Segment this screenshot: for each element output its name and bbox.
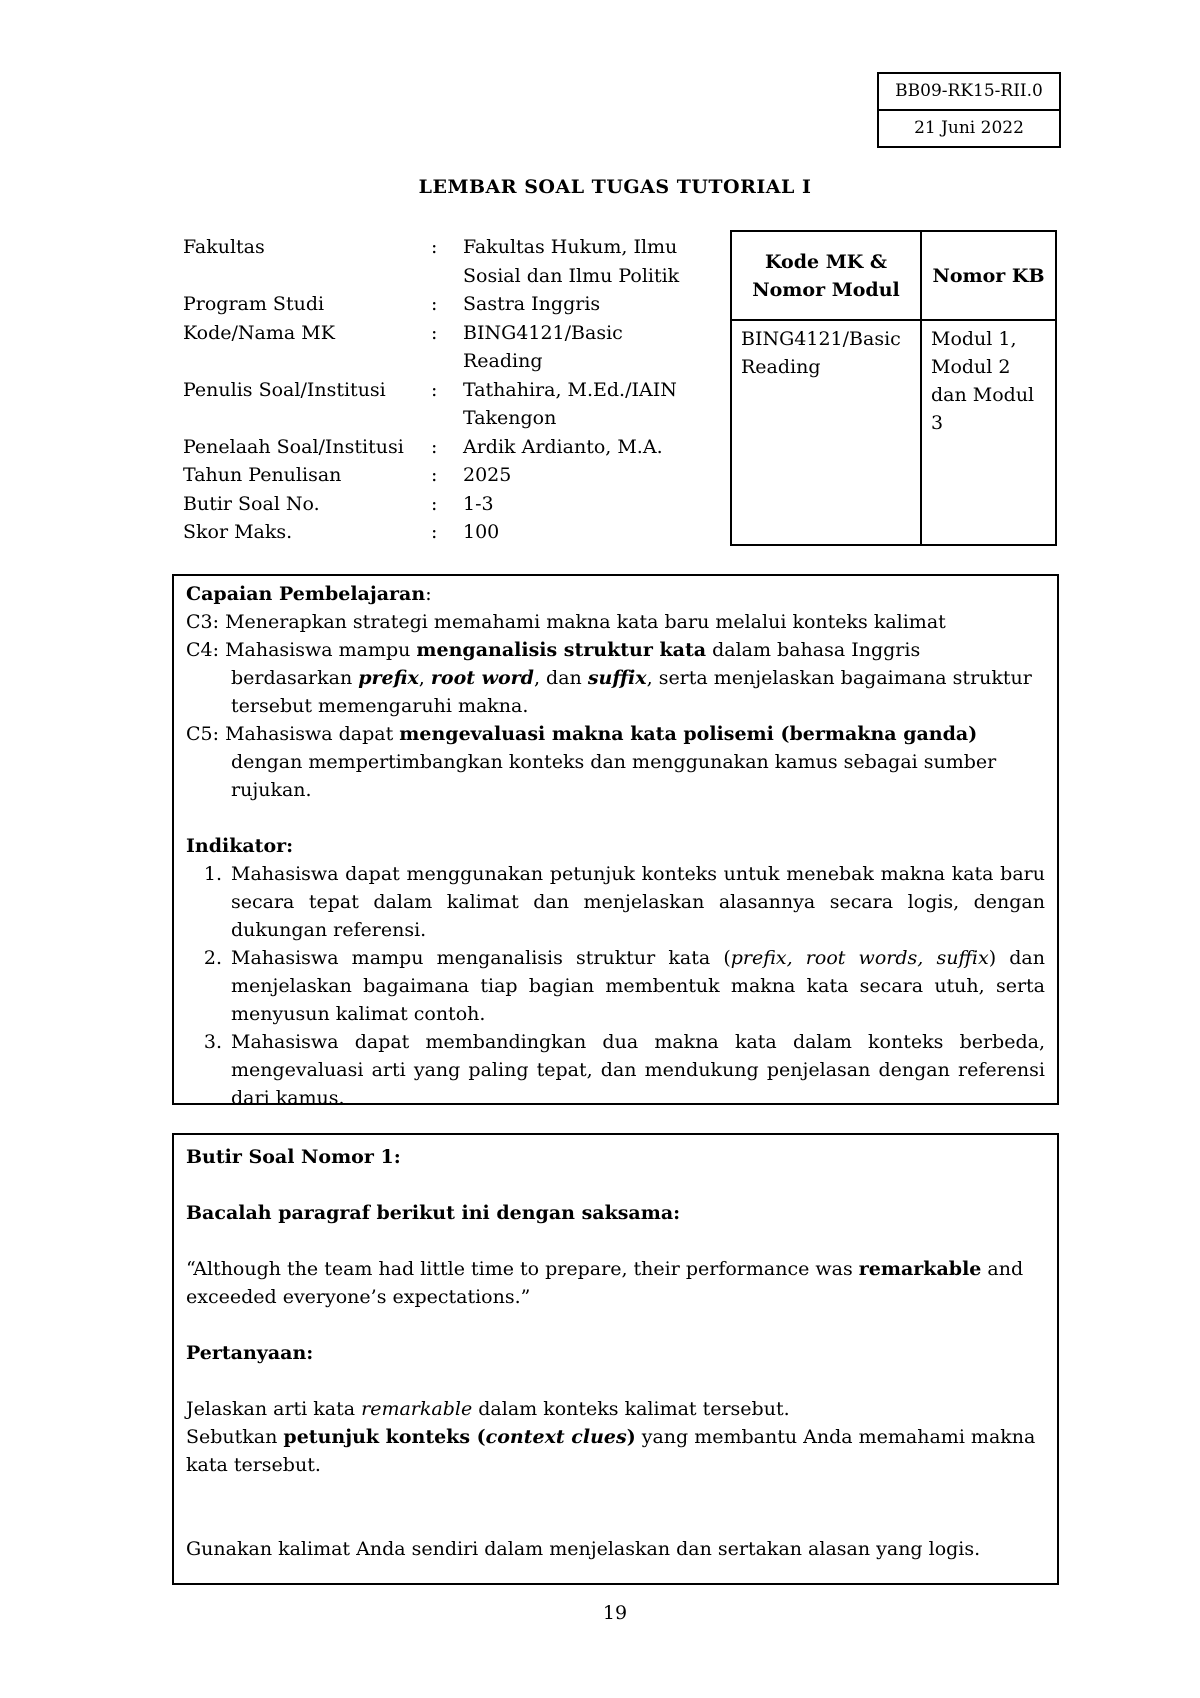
quote-keyword: remarkable: [858, 1258, 982, 1280]
info-value: Fakultas Hukum, Ilmu Sosial dan Ilmu Politik: [463, 236, 680, 287]
c5-emphasis: mengevaluasi makna kata polisemi (bermakna ganda): [399, 723, 978, 745]
question-part: Sebutkan: [186, 1426, 284, 1448]
document-code-box: [877, 72, 1061, 148]
info-colon: :: [431, 464, 438, 486]
info-colon: :: [431, 236, 438, 258]
soal-quote: [186, 1255, 1045, 1311]
item-text: [231, 944, 1045, 1028]
indikator-heading-text: Indikator:: [186, 835, 294, 857]
soal-instruction: Bacalah paragraf berikut ini dengan saksama:: [186, 1202, 681, 1224]
capaian-box: [172, 574, 1059, 1109]
info-row: [183, 319, 703, 376]
info-label: Penelaah Soal/Institusi: [183, 435, 404, 458]
info-value: BING4121/Basic Reading: [463, 321, 623, 372]
indikator-list: [186, 860, 1045, 1112]
info-label: Kode/Nama MK: [183, 321, 335, 344]
question-emphasis: petunjuk konteks (: [283, 1426, 486, 1448]
info-value: Sastra Inggris: [463, 293, 601, 315]
question-3: Gunakan kalimat Anda sendiri dalam menjelaskan dan sertakan alasan yang logis.: [186, 1538, 981, 1560]
module-table-row: [732, 321, 1055, 546]
info-colon: :: [431, 378, 438, 401]
info-label: Fakultas: [183, 236, 265, 258]
capaian-heading-text: Capaian Pembelajaran: [186, 583, 426, 605]
item-number: 1.: [203, 863, 222, 885]
question-part: Jelaskan arti kata: [186, 1398, 362, 1420]
c4-part: C4: Mahasiswa mampu: [186, 639, 417, 661]
capaian-c3: C3: Menerapkan strategi memahami makna kata baru melalui konteks kalimat: [186, 611, 946, 633]
info-colon: :: [431, 321, 438, 344]
info-label: Penulis Soal/Institusi: [183, 378, 386, 401]
question-2: [186, 1423, 1045, 1479]
item-text-part: ) dan menjelaskan bagaimana tiap bagian membentuk makna kata secara utuh, serta menyusun kalimat contoh.: [231, 947, 1045, 1025]
question-emphasis: ): [626, 1426, 636, 1448]
list-item: [186, 944, 1045, 1028]
item-text: [231, 860, 1045, 944]
cell-nomor-kb: Modul 1, Modul 2 dan Modul 3: [931, 328, 1035, 434]
info-row: [183, 490, 703, 519]
item-text-italic: prefix, root words, suffix: [730, 947, 989, 969]
item-number: 3.: [203, 1031, 222, 1053]
page-title: LEMBAR SOAL TUGAS TUTORIAL I: [418, 176, 812, 198]
quote-part: “Although the team had little time to prepare, their performance was: [186, 1258, 859, 1280]
document-date: 21 Juni 2022: [879, 109, 1059, 146]
item-text-part: Mahasiswa dapat menggunakan petunjuk konteks untuk menebak makna kata baru secara tepat dalam kalimat dan menjelaskan alasannya secara logis, dengan dukungan referensi.: [231, 863, 1045, 941]
list-item: [186, 860, 1045, 944]
info-row: [183, 376, 703, 433]
info-row: [183, 461, 703, 490]
question-emphasis-italic: context clues: [485, 1426, 627, 1448]
info-label: Tahun Penulisan: [183, 464, 342, 486]
page-number: 19: [602, 1602, 628, 1624]
item-text-part: Mahasiswa dapat membandingkan dua makna kata dalam konteks berbeda, mengevaluasi arti yang paling tepat, dan mendukung penjelasan dengan referensi dari kamus.: [231, 1031, 1045, 1109]
cell-kode-mk: BING4121/Basic Reading: [732, 321, 922, 546]
c4-part: ,: [418, 667, 431, 689]
info-value: 2025: [463, 464, 512, 486]
c4-part: , dan: [533, 667, 588, 689]
info-value: Tathahira, M.Ed./IAIN Takengon: [463, 378, 677, 429]
item-text-part: Mahasiswa mampu menganalisis struktur kata (: [231, 947, 731, 969]
question-1: [186, 1395, 1045, 1423]
indikator-heading: [186, 832, 1045, 860]
info-list: [183, 233, 703, 547]
capaian-heading-colon: :: [425, 583, 432, 605]
c4-emphasis: menganalisis struktur kata: [416, 639, 707, 661]
question-keyword: remarkable: [361, 1398, 473, 1420]
info-value: Ardik Ardianto, M.A.: [463, 435, 663, 458]
capaian-c4: [186, 636, 1045, 720]
list-item: [186, 1028, 1045, 1112]
info-value: 100: [463, 521, 500, 543]
question-part: dalam konteks kalimat tersebut.: [472, 1398, 790, 1420]
soal-heading: Butir Soal Nomor 1:: [186, 1146, 401, 1168]
soal-box: [172, 1133, 1059, 1585]
info-label: Program Studi: [183, 293, 325, 315]
question-part: yang membantu Anda memahami makna kata tersebut.: [186, 1426, 1036, 1476]
info-colon: :: [431, 293, 438, 315]
module-table: [730, 230, 1057, 546]
c4-term-suffix: suffix: [587, 667, 647, 689]
c4-part: dalam bahasa Inggris berdasarkan: [231, 639, 921, 689]
info-label: Butir Soal No.: [183, 492, 320, 515]
info-label: Skor Maks.: [183, 521, 293, 543]
pertanyaan-heading: Pertanyaan:: [186, 1342, 314, 1364]
info-colon: :: [431, 435, 438, 458]
spacer: [186, 804, 1045, 832]
header-kode-mk: Kode MK & Nomor Modul: [732, 232, 922, 319]
header-nomor-kb: Nomor KB: [932, 264, 1045, 287]
capaian-c5: [186, 720, 1045, 804]
info-row: [183, 518, 703, 547]
document-code: BB09-RK15-RII.0: [895, 81, 1043, 101]
c4-part: , serta menjelaskan bagaimana struktur tersebut memengaruhi makna.: [231, 667, 1032, 717]
info-value: 1-3: [463, 492, 494, 515]
info-row: [183, 433, 703, 462]
info-row: [183, 290, 703, 319]
info-colon: :: [431, 521, 438, 543]
item-number: 2.: [203, 947, 222, 969]
info-row: [183, 233, 703, 290]
module-table-header: [732, 232, 1055, 321]
capaian-heading: [186, 580, 1045, 608]
c5-part: C5: Mahasiswa dapat: [186, 723, 400, 745]
c4-term-root: root word: [430, 667, 534, 689]
item-text: [231, 1028, 1045, 1112]
c4-term-prefix: prefix: [358, 667, 419, 689]
quote-part: and exceeded everyone’s expectations.”: [186, 1258, 1024, 1308]
c5-part: dengan mempertimbangkan konteks dan menggunakan kamus sebagai sumber rujukan.: [231, 751, 997, 801]
info-colon: :: [431, 492, 438, 515]
